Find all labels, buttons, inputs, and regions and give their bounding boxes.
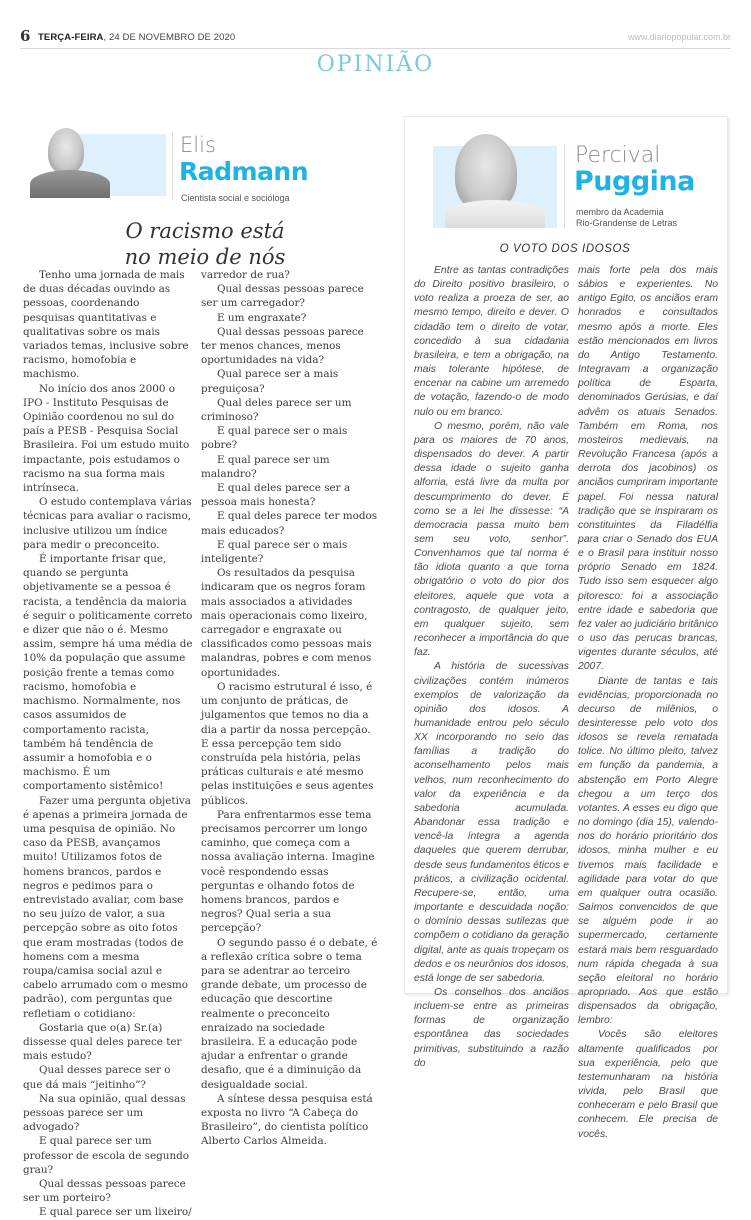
paragraph: O estudo contemplava várias técnicas para avaliar o racismo, inclusive utilizou um índice para medir o preconceito.: [23, 496, 192, 551]
weekday: TERÇA-FEIRA: [38, 32, 104, 43]
paragraph: O mesmo, porém, não vale para os maiores de 70 anos, dispensados do dever. A partir dessa idade o sujeito ganha alforria, está livre da multa por descumprimento do dever. É como se a lei lhe dissesse: “A democracia passa muito bem sem seu voto, senhor”. Convenhamos que tal norma é tão idiota quanto a que torna obrigatório o voto do pior dos eleitores, aquele que vota a contragosto, de qualquer jeito, em qualquer sujeito, sem reconhecer a importância do que faz.: [414, 420, 569, 659]
date: , 24 DE NOVEMBRO DE 2020: [103, 32, 236, 43]
headline-line-1: O racismo está: [125, 219, 285, 243]
article-column-2: [201, 268, 379, 1149]
paragraph: Diante de tantas e tais evidências, proporcionada no decurso de milênios, o desinteresse pelo voto dos idosos se revela rematada tolice. No último pleito, talvez em função da pandemia, a abstenção em Porto Alegre chegou a um terço dos votantes. A esses eu digo que no domingo (dia 15), valendo-nos do horário prioritário dos idosos, minha mulher e eu tivemos mais facilidade e agilidade para votar do que em qualquer outra ocasião. Saímos convencidos de que se alguém pode ir ao supermercado, certamente estará mais bem resguardado num rápida chegada à sua seção eleitoral no horário apropriado. Aos que estão dispensados da obrigação, lembro:: [578, 675, 718, 1027]
author-role-line-1: membro da Academia: [576, 207, 664, 217]
author-last-name: Radmann: [179, 157, 309, 186]
portrait-face: [48, 128, 84, 174]
author-first-name: Percival: [575, 143, 661, 168]
paragraph: Na sua opinião, qual dessas pessoas parece ser um advogado?: [23, 1092, 186, 1134]
paragraph: mais forte pela dos mais sábios e experientes. No antigo Egito, os anciãos eram honrados e consultados mesmo após a morte. Eles estão mencionados em livros do Antigo Testamento. Integravam a organização política de Esparta, denominados Gerúsias, e daí advêm os atuais Senados. Também em Roma, nos mosteiros medievais, na Revolução Francesa (após a derrota dos jacobinos) os anciãos cumpriram importante papel. Foi nessa natural tradição que se inspiraram os constituintes da Filadélfia para criar o Senado dos EUA e o Brasil para instituir nosso próprio Senado em 1824. Tudo isso sem esquecer algo pitoresco: foi a associação entre idade e sabedoria que fez valer ao judiciário britânico o uso das perucas brancas, vigentes durante séculos, até 2007.: [578, 265, 718, 673]
paragraph: O segundo passo é o debate, é a reflexão crítica sobre o tema para se adentrar ao terceiro grande debate, um processo de educação que descortine realmente o preconceito enraizado na sociedade brasileira. E a educação pode ajudar a enfrentar o grande desafio, que é a diminuição da desigualdade social.: [201, 936, 378, 1091]
paragraph: Gostaria que o(a) Sr.(a) dissesse qual deles parece ter mais estudo?: [23, 1021, 182, 1063]
author-role: Cientista social e socióloga: [181, 193, 290, 203]
article-headline: [60, 218, 350, 270]
paragraph: Os conselhos dos anciãos incluem-se entre as primeiras formas de organização espontânea das sociedades primitivas, substituindo a razão do: [414, 986, 569, 1069]
paragraph: Qual dessas pessoas parece ser um carregador?: [201, 283, 364, 310]
paragraph: E qual parece ser o mais inteligente?: [201, 538, 348, 566]
section-title: OPINIÃO: [316, 52, 435, 77]
paragraph: Tenho uma jornada de mais de duas décadas ouvindo as pessoas, coordenando pesquisas quantitativas e qualitativas sobre os mais variados temas, inclusive sobre racismo, homofobia e machismo.: [23, 269, 189, 381]
site-url[interactable]: www.diariopopular.com.br: [627, 32, 731, 42]
author-last-name: Puggina: [574, 166, 695, 197]
paragraph: Qual deles parece ser um criminoso?: [201, 396, 352, 424]
paragraph: Vocês são eleitores altamente qualificados por sua experiência, pelo que testemunharam na história vivida, pelo Brasil que conheceram e pelo Brasil que conhecem. Ele precisa de vocês.: [578, 1029, 718, 1140]
paragraph: Para enfrentarmos esse tema precisamos percorrer um longo caminho, que começa com a nossa avaliação interna. Imagine você respondendo essas perguntas e olhando fotos de homens brancos, pardos e negros? Qual seria a sua percepção?: [201, 808, 375, 935]
paragraph: E qual parece ser um lixeiro/: [39, 1206, 192, 1219]
article-column-1: [414, 264, 569, 1071]
article-column-2: [578, 264, 718, 1142]
paragraph: E qual deles parece ser a pessoa mais honesta?: [201, 482, 351, 509]
paragraph: E qual deles parece ter modos mais educados?: [201, 510, 378, 537]
paragraph: A síntese dessa pesquisa está exposta no livro “A Cabeça do Brasileiro”, do cientista político Alberto Carlos Almeida.: [201, 1092, 373, 1148]
dateline: [38, 32, 235, 43]
page-header: [20, 27, 731, 49]
paragraph: Os resultados da pesquisa indicaram que os negros foram mais associados a atividades mais operacionais como lixeiro, carregador e engraxate ou classificados como pessoas mais malandras, pobres e com menos oportunidades.: [201, 567, 372, 679]
paragraph: E qual parece ser um malandro?: [201, 453, 330, 480]
paragraph: E um engraxate?: [217, 311, 307, 324]
page-number: 6: [20, 27, 31, 45]
paragraph: varredor de rua?: [201, 269, 290, 281]
paragraph: Qual desses parece ser o que dá mais “jeitinho”?: [23, 1064, 171, 1091]
paragraph: E qual parece ser o mais pobre?: [201, 425, 348, 452]
paragraph: Qual dessas pessoas parece ter menos chances, menos oportunidades na vida?: [201, 325, 364, 367]
headline-line-2: no meio de nós: [124, 245, 286, 269]
portrait-shoulders: [30, 170, 110, 198]
divider: [172, 132, 173, 200]
article-headline: O VOTO DOS IDOSOS: [499, 243, 631, 255]
paragraph: A história de sucessivas civilizações contém inúmeros exemplos de valorização da opinião dos idosos. A humanidade entrou pelo século XX incorporando no seio das famílias a tradição do aconselhamento pelos mais velhos, num reconhecimento do valor da experiência e da sabedoria acumulada. Abandonar essa tradição e vencê-la íntegra a agenda daqueles que querem derrubar, desde seus fundamentos éticos e práticos, a civilização ocidental. Recupere-se, então, uma importante e descuidada noção: o domínio dessas sutilezas que compõem o cotidiano da geração digital, ante as quais tropeçam os dedos e os neurônios dos idosos, está longe de ser sabedoria.: [414, 661, 569, 984]
author-first-name: Elis: [180, 133, 216, 157]
paragraph: Qual parece ser a mais preguiçosa?: [201, 368, 339, 395]
author-role-line-2: Rio-Grandense de Letras: [576, 218, 678, 228]
paragraph: Fazer uma pergunta objetiva é apenas a primeira jornada de uma pesquisa de opinião. No caso da PESB, avançamos muito! Utilizamos fotos de homens brancos, pardos e negros e pedimos para o entrevistado avaliar, com base no seu juízo de valor, a sua percepção sobre as oito fotos que eram mostradas (todos de homens com a mesma roupa/camisa social azul e cabelo arrumado com o mesmo padrão), com perguntas que refletiam o cotidiano:: [23, 794, 191, 1020]
portrait-shoulders: [445, 200, 545, 228]
paragraph: No início dos anos 2000 o IPO - Instituto Pesquisas de Opinião coordenou no sul do país a PESB - Pesquisa Social Brasileira. Foi um estudo muito impactante, pois estudamos o racismo na sua forma mais intrínseca.: [23, 382, 190, 495]
divider: [564, 144, 565, 228]
article-column-1: [23, 268, 193, 1220]
paragraph: Qual dessas pessoas parece ser um porteiro?: [23, 1178, 186, 1205]
paragraph: E qual parece ser um professor de escola de segundo grau?: [23, 1135, 190, 1176]
paragraph: O racismo estrutural é isso, é um conjunto de práticas, de julgamentos que temos no dia a dia a partir da nossa percepção. E essa percepção tem sido construída pela história, pelas práticas culturais e até mesmo pelas instituições e seus agentes públicos.: [201, 680, 374, 807]
author-role: [576, 207, 677, 229]
paragraph: É importante frisar que, quando se pergunta objetivamente se a pessoa é racista, a tendência da maioria é seguir o politicamente correto e dizer que não o é. Mesmo assim, sempre há uma média de 10% da população que assume posição frente a temas como racismo, homofobia e machismo. Normalmente, nos casos assumidos de comportamento racista, também há tendência de assumir a homofobia e o machismo. É um comportamento sistêmico!: [23, 553, 193, 793]
paragraph: Entre as tantas contradições do Direito positivo brasileiro, o voto realiza a proeza de ser, ao mesmo tempo, direito e dever. O cidadão tem o direito de votar, concedido à sua cidadania brasileira, e tem a obrigação, na mais tolerante hipótese, de encenar na cabine um arremedo de votação, fazendo-o de modo nulo ou em branco.: [414, 265, 569, 418]
